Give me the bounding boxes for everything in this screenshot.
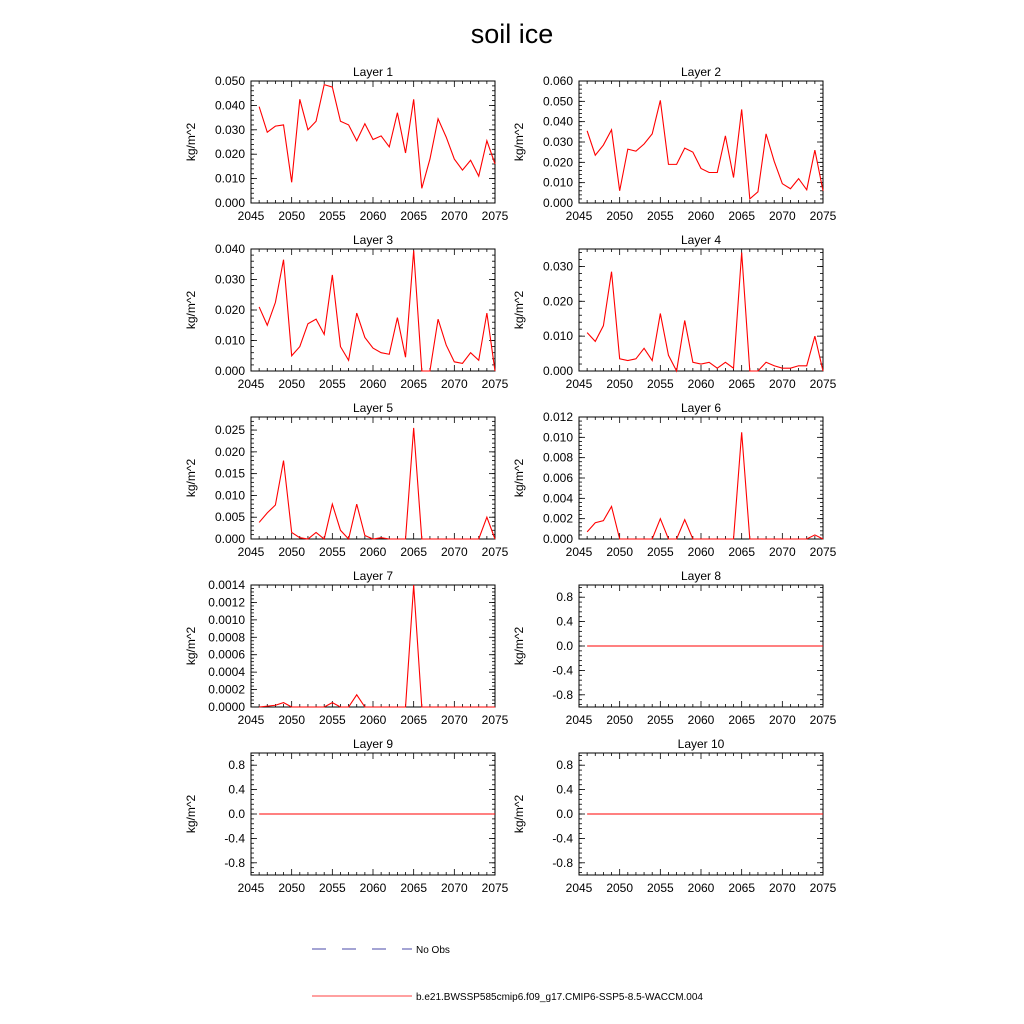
layer-2-series-line <box>587 100 823 199</box>
layer-9-y-tick-label: 0.8 <box>228 758 245 773</box>
layer-1-y-tick-label: 0.040 <box>214 98 245 113</box>
layer-2-x-tick-label: 2045 <box>565 209 593 223</box>
layer-3-x-tick-label: 2060 <box>359 377 387 391</box>
layer-9-x-tick-label: 2060 <box>359 881 387 895</box>
layer-7-x-tick-label: 2070 <box>440 713 468 727</box>
layer-10-y-tick-label: 0.8 <box>556 758 573 773</box>
layer-1-x-tick-label: 2060 <box>359 209 387 223</box>
layer-2-x-tick-label: 2070 <box>768 209 796 223</box>
layer-4-y-tick-label: 0.020 <box>542 294 573 309</box>
layer-10-title: Layer 10 <box>677 737 725 751</box>
layer-6-y-tick-label: 0.002 <box>542 511 573 526</box>
layer-10-x-tick-label: 2065 <box>728 881 756 895</box>
layer-6-x-tick-label: 2060 <box>687 545 715 559</box>
layer-6-x-tick-label: 2070 <box>768 545 796 559</box>
layer-9-y-tick-label: 0.4 <box>228 782 245 797</box>
layer-7-x-tick-label: 2065 <box>400 713 428 727</box>
layer-6-x-tick-label: 2045 <box>565 545 593 559</box>
layer-2-y-tick-label: 0.040 <box>542 114 573 129</box>
layer-5-series-line <box>259 428 495 539</box>
layer-8-chart <box>512 569 837 727</box>
layer-2-x-tick-label: 2050 <box>606 209 634 223</box>
layer-10-y-tick-label: -0.4 <box>552 831 573 846</box>
legend-obs-label: No Obs <box>416 945 450 956</box>
layer-7-y-tick-label: 0.0004 <box>208 665 245 680</box>
layer-4-y-tick-label: 0.010 <box>542 329 573 344</box>
layer-8-title: Layer 8 <box>680 569 722 583</box>
panels <box>184 65 837 895</box>
layer-8-x-tick-label: 2075 <box>809 713 837 727</box>
layer-8-y-tick-label: 0.0 <box>556 639 573 653</box>
layer-9-x-tick-label: 2075 <box>481 881 509 895</box>
layer-3-title: Layer 3 <box>352 233 394 247</box>
layer-10-chart <box>512 737 837 895</box>
layer-10-x-tick-label: 2070 <box>768 881 796 895</box>
layer-6-x-tick-label: 2075 <box>809 545 837 559</box>
layer-5-y-tick-label: 0.015 <box>214 466 245 481</box>
layer-5-y-tick-label: 0.005 <box>214 510 245 525</box>
layer-6-y-tick-label: 0.010 <box>542 430 573 445</box>
layer-4-y-tick-label: 0.030 <box>542 259 573 274</box>
layer-1-y-tick-label: 0.000 <box>214 196 245 210</box>
layer-7-y-tick-label: 0.0008 <box>208 630 245 645</box>
layer-3-y-axis-label: kg/m^2 <box>184 290 198 330</box>
layer-4-y-axis-label: kg/m^2 <box>512 290 526 330</box>
layer-9-y-tick-label: 0.0 <box>228 807 245 821</box>
layer-5-y-tick-label: 0.020 <box>214 444 245 459</box>
layer-7-x-tick-label: 2045 <box>237 713 265 727</box>
layer-10-x-tick-label: 2060 <box>687 881 715 895</box>
layer-3-x-tick-label: 2065 <box>400 377 428 391</box>
layer-3-x-tick-label: 2050 <box>278 377 306 391</box>
layer-9-y-axis-label: kg/m^2 <box>184 794 198 834</box>
layer-3-x-tick-label: 2075 <box>481 377 509 391</box>
layer-7-x-tick-label: 2055 <box>318 713 346 727</box>
layer-8-x-tick-label: 2060 <box>687 713 715 727</box>
layer-5-y-tick-label: 0.025 <box>214 423 245 438</box>
layer-8-y-tick-label: 0.8 <box>556 590 573 605</box>
layer-10-y-tick-label: -0.8 <box>552 855 573 870</box>
layer-1-x-tick-label: 2075 <box>481 209 509 223</box>
layer-3-y-tick-label: 0.040 <box>214 242 245 256</box>
layer-7-y-tick-label: 0.0010 <box>208 612 245 627</box>
layer-9-x-tick-label: 2065 <box>400 881 428 895</box>
layer-2-y-tick-label: 0.020 <box>542 155 573 170</box>
layer-2-x-tick-label: 2075 <box>809 209 837 223</box>
layer-6-y-tick-label: 0.000 <box>542 532 573 546</box>
layer-9-title: Layer 9 <box>352 737 394 751</box>
layer-4-x-tick-label: 2060 <box>687 377 715 391</box>
layer-5-x-tick-label: 2055 <box>318 545 346 559</box>
layer-6-chart <box>512 401 837 559</box>
layer-7-y-tick-label: 0.0014 <box>208 578 245 592</box>
layer-1-x-tick-label: 2050 <box>278 209 306 223</box>
layer-10-y-axis-label: kg/m^2 <box>512 794 526 834</box>
layer-2-y-tick-label: 0.000 <box>542 196 573 210</box>
layer-6-title: Layer 6 <box>680 401 722 415</box>
layer-3-y-tick-label: 0.000 <box>214 364 245 378</box>
layer-5-y-tick-label: 0.010 <box>214 488 245 503</box>
layer-7-x-tick-label: 2050 <box>278 713 306 727</box>
layer-1-title: Layer 1 <box>352 65 394 79</box>
layer-6-x-tick-label: 2050 <box>606 545 634 559</box>
layer-1-series-line <box>259 85 495 189</box>
layer-5-chart <box>184 401 509 559</box>
layer-2-title: Layer 2 <box>680 65 722 79</box>
layer-4-title: Layer 4 <box>680 233 722 247</box>
layer-1-x-tick-label: 2055 <box>318 209 346 223</box>
layer-6-y-tick-label: 0.008 <box>542 450 573 465</box>
layer-3-chart <box>184 233 509 391</box>
layer-9-x-tick-label: 2070 <box>440 881 468 895</box>
layer-3-y-tick-label: 0.010 <box>214 333 245 348</box>
layer-2-y-tick-label: 0.050 <box>542 94 573 109</box>
layer-6-y-tick-label: 0.004 <box>542 491 573 506</box>
layer-9-y-tick-label: -0.8 <box>224 855 245 870</box>
layer-4-chart <box>512 233 837 391</box>
layer-10-y-tick-label: 0.0 <box>556 807 573 821</box>
layer-7-series-line <box>259 585 495 707</box>
layer-10-x-tick-label: 2055 <box>646 881 674 895</box>
layer-1-y-tick-label: 0.030 <box>214 122 245 137</box>
layer-7-y-tick-label: 0.0006 <box>208 647 245 662</box>
layer-5-x-tick-label: 2075 <box>481 545 509 559</box>
layer-7-y-tick-label: 0.0002 <box>208 682 245 697</box>
layer-10-y-tick-label: 0.4 <box>556 782 573 797</box>
layer-4-x-tick-label: 2050 <box>606 377 634 391</box>
layer-2-y-tick-label: 0.060 <box>542 74 573 88</box>
layer-5-x-tick-label: 2070 <box>440 545 468 559</box>
layer-2-x-tick-label: 2065 <box>728 209 756 223</box>
layer-8-x-tick-label: 2055 <box>646 713 674 727</box>
layer-1-plot-frame <box>251 81 495 203</box>
layer-5-x-tick-label: 2045 <box>237 545 265 559</box>
layer-7-chart <box>184 569 509 727</box>
legend-model-label: b.e21.BWSSP585cmip6.f09_g17.CMIP6-SSP5-8.5-WACCM.004 <box>416 992 703 1003</box>
layer-7-y-tick-label: 0.0000 <box>208 700 245 714</box>
layer-2-plot-frame <box>579 81 823 203</box>
layer-8-y-axis-label: kg/m^2 <box>512 626 526 666</box>
layer-3-series-line <box>259 251 495 371</box>
layer-4-x-tick-label: 2070 <box>768 377 796 391</box>
layer-3-x-tick-label: 2045 <box>237 377 265 391</box>
layer-5-x-tick-label: 2050 <box>278 545 306 559</box>
layer-1-y-axis-label: kg/m^2 <box>184 122 198 162</box>
layer-4-x-tick-label: 2055 <box>646 377 674 391</box>
layer-5-y-axis-label: kg/m^2 <box>184 458 198 498</box>
legend <box>312 945 703 1003</box>
layer-2-y-tick-label: 0.010 <box>542 175 573 190</box>
layer-2-y-axis-label: kg/m^2 <box>512 122 526 162</box>
layer-3-x-tick-label: 2055 <box>318 377 346 391</box>
layer-3-y-tick-label: 0.030 <box>214 272 245 287</box>
layer-6-y-tick-label: 0.012 <box>542 410 573 424</box>
layer-6-y-axis-label: kg/m^2 <box>512 458 526 498</box>
layer-10-x-tick-label: 2045 <box>565 881 593 895</box>
layer-6-series-line <box>587 432 823 539</box>
figure-title: soil ice <box>470 19 554 49</box>
layer-1-x-tick-label: 2065 <box>400 209 428 223</box>
layer-8-x-tick-label: 2045 <box>565 713 593 727</box>
layer-9-chart <box>184 737 509 895</box>
layer-10-x-tick-label: 2075 <box>809 881 837 895</box>
layer-3-x-tick-label: 2070 <box>440 377 468 391</box>
layer-4-x-tick-label: 2065 <box>728 377 756 391</box>
layer-4-x-tick-label: 2045 <box>565 377 593 391</box>
layer-1-y-tick-label: 0.020 <box>214 147 245 162</box>
layer-5-y-tick-label: 0.000 <box>214 532 245 546</box>
layer-3-y-tick-label: 0.020 <box>214 303 245 317</box>
layer-8-y-tick-label: -0.8 <box>552 687 573 702</box>
layer-8-x-tick-label: 2065 <box>728 713 756 727</box>
layer-2-chart <box>512 65 837 223</box>
layer-8-y-tick-label: -0.4 <box>552 663 573 678</box>
layer-5-plot-frame <box>251 417 495 539</box>
layer-6-x-tick-label: 2065 <box>728 545 756 559</box>
layer-2-y-tick-label: 0.030 <box>542 135 573 149</box>
layer-7-y-axis-label: kg/m^2 <box>184 626 198 666</box>
layer-1-x-tick-label: 2070 <box>440 209 468 223</box>
layer-6-y-tick-label: 0.006 <box>542 471 573 485</box>
layer-8-y-tick-label: 0.4 <box>556 614 573 629</box>
layer-7-plot-frame <box>251 585 495 707</box>
layer-4-series-line <box>587 252 823 371</box>
layer-1-y-tick-label: 0.010 <box>214 171 245 186</box>
layer-7-x-tick-label: 2060 <box>359 713 387 727</box>
layer-7-x-tick-label: 2075 <box>481 713 509 727</box>
layer-1-x-tick-label: 2045 <box>237 209 265 223</box>
layer-7-title: Layer 7 <box>352 569 394 583</box>
layer-8-x-tick-label: 2050 <box>606 713 634 727</box>
layer-1-chart <box>184 65 509 223</box>
layer-5-x-tick-label: 2065 <box>400 545 428 559</box>
layer-8-x-tick-label: 2070 <box>768 713 796 727</box>
layer-4-x-tick-label: 2075 <box>809 377 837 391</box>
layer-9-x-tick-label: 2045 <box>237 881 265 895</box>
layer-1-y-tick-label: 0.050 <box>214 74 245 88</box>
layer-5-x-tick-label: 2060 <box>359 545 387 559</box>
layer-2-x-tick-label: 2060 <box>687 209 715 223</box>
layer-6-x-tick-label: 2055 <box>646 545 674 559</box>
layer-5-title: Layer 5 <box>352 401 394 415</box>
layer-9-x-tick-label: 2055 <box>318 881 346 895</box>
layer-9-y-tick-label: -0.4 <box>224 831 245 846</box>
layer-2-x-tick-label: 2055 <box>646 209 674 223</box>
layer-9-x-tick-label: 2050 <box>278 881 306 895</box>
layer-7-y-tick-label: 0.0012 <box>208 595 245 610</box>
layer-4-y-tick-label: 0.000 <box>542 364 573 378</box>
layer-10-x-tick-label: 2050 <box>606 881 634 895</box>
